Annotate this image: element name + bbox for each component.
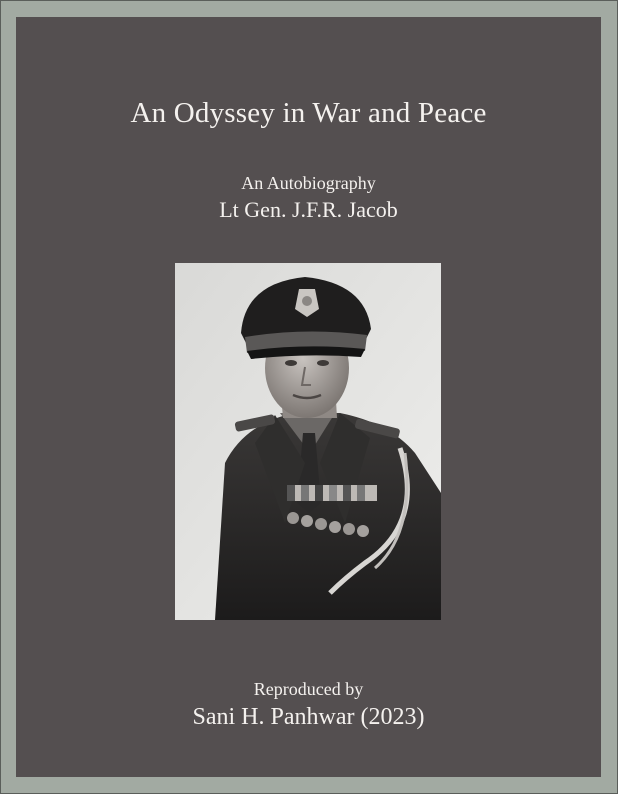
- portrait-illustration: [175, 263, 441, 620]
- author-portrait: [175, 263, 441, 620]
- book-cover: [16, 17, 601, 777]
- book-subtitle: An Autobiography: [241, 173, 376, 193]
- book-title: An Odyssey in War and Peace: [130, 97, 487, 129]
- reproducer-name: Sani H. Panhwar (2023): [192, 704, 425, 730]
- author-name: Lt Gen. J.F.R. Jacob: [219, 197, 398, 222]
- reproduced-by-label: Reproduced by: [253, 679, 364, 699]
